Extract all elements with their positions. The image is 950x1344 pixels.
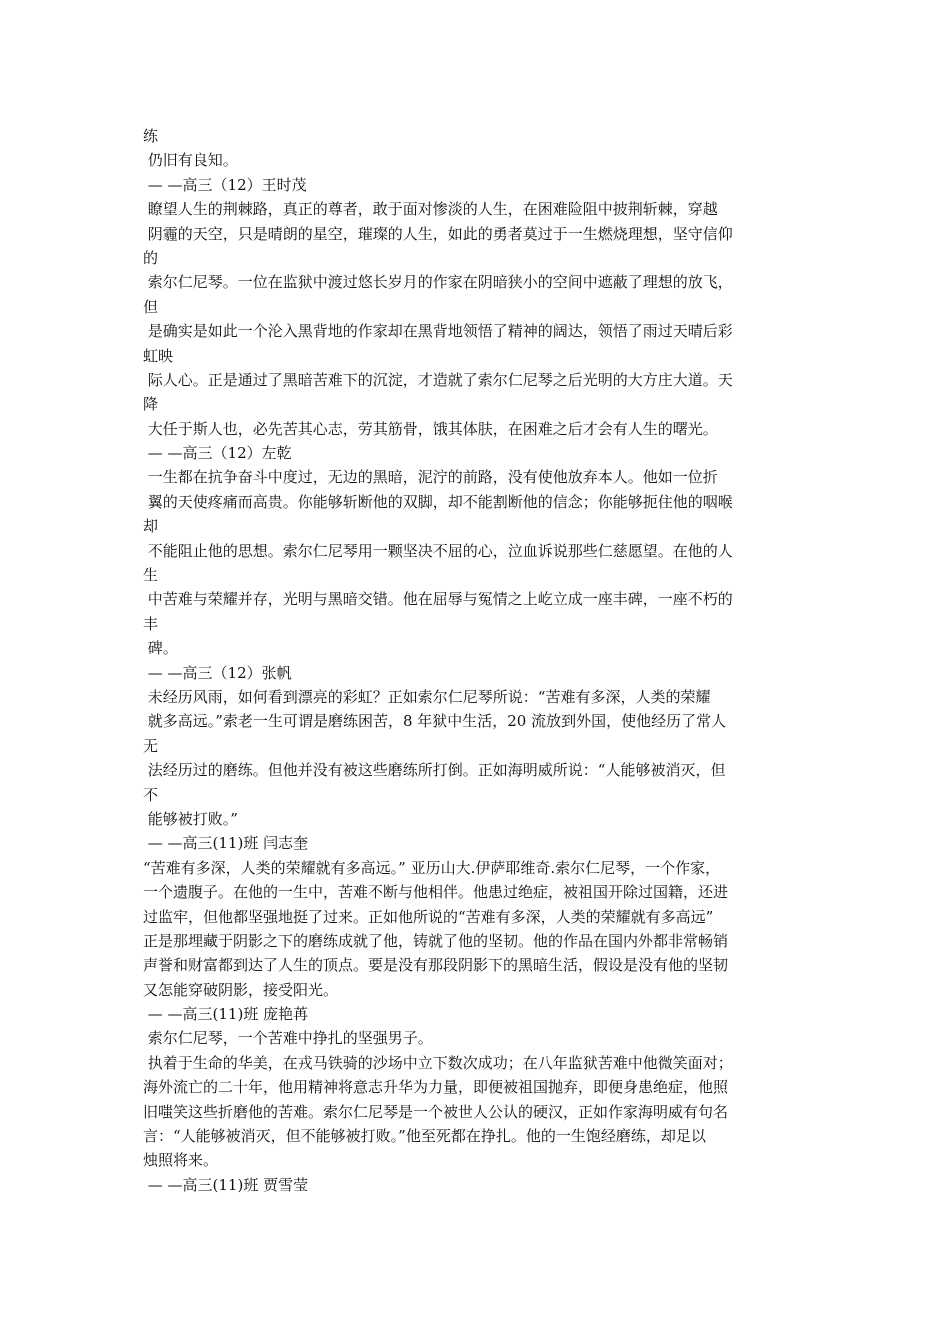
- text-line: 却: [143, 517, 159, 536]
- text-line: 能够被打败。”: [143, 809, 238, 828]
- text-line: 不能阻止他的思想。索尔仁尼琴用一颗坚决不屈的心，泣血诉说那些仁慈愿望。在他的人: [143, 541, 733, 560]
- text-line: 过监牢，但他都坚强地挺了过来。正如他所说的“苦难有多深，人类的荣耀就有多高远”: [143, 907, 714, 926]
- text-line: 虹映: [143, 346, 174, 365]
- text-line: 一生都在抗争奋斗中度过，无边的黑暗，泥泞的前路，没有使他放弃本人。他如一位折: [143, 468, 718, 487]
- text-line: 旧嗤笑这些折磨他的苦难。索尔仁尼琴是一个被世人公认的硬汉，正如作家海明威有句名: [143, 1102, 729, 1121]
- text-line: 仍旧有良知。: [143, 151, 238, 170]
- text-line: 阴霾的天空，只是晴朗的星空，璀璨的人生，如此的勇者莫过于一生燃烧理想，坚守信仰: [143, 224, 733, 243]
- text-line: 一个遗腹子。在他的一生中，苦难不断与他相伴。他患过绝症，被祖国开除过国籍，还进: [143, 883, 729, 902]
- author-signature: — —高三(11)班 庞艳苒: [143, 1005, 309, 1024]
- text-line: 降: [143, 395, 159, 414]
- text-line: 执着于生命的华美，在戎马铁骑的沙场中立下数次成功；在八年监狱苦难中他微笑面对；: [143, 1053, 733, 1072]
- text-line: 练: [143, 127, 159, 145]
- text-line: 索尔仁尼琴，一个苦难中挣扎的坚强男子。: [143, 1029, 433, 1048]
- text-line: 又怎能穿破阴影，接受阳光。: [143, 980, 339, 999]
- text-line: “苦难有多深，人类的荣耀就有多高远。” 亚历山大.伊萨耶维奇.索尔仁尼琴，一个作家，: [143, 858, 721, 877]
- text-line: 际人心。正是通过了黑暗苦难下的沉淀，才造就了索尔仁尼琴之后光明的大方庄大道。天: [143, 370, 733, 389]
- text-line: 法经历过的磨练。但他并没有被这些磨练所打倒。正如海明威所说：“人能够被消灭，但: [143, 761, 726, 780]
- text-line: 声誉和财富都到达了人生的顶点。要是没有那段阴影下的黑暗生活，假设是没有他的坚韧: [143, 956, 729, 975]
- text-line: 正是那埋藏于阴影之下的磨练成就了他，铸就了他的坚韧。他的作品在国内外都非常畅销: [143, 931, 729, 950]
- author-signature: — —高三（12）左乾: [143, 444, 292, 463]
- text-line: 碑。: [143, 639, 178, 658]
- text-line: 言：“人能够被消灭，但不能够被打败。”他至死都在挣扎。他的一生饱经磨练，却足以: [143, 1127, 706, 1146]
- text-line: 瞭望人生的荆棘路，真正的尊者，敢于面对惨淡的人生，在困难险阻中披荆斩棘，穿越: [143, 200, 718, 219]
- text-line: 就多高远。”索老一生可谓是磨练困苦，8 年狱中生活，20 流放到外国，使他经历了常人: [143, 712, 727, 731]
- text-line: 未经历风雨，如何看到漂亮的彩虹？正如索尔仁尼琴所说：“苦难有多深，人类的荣耀: [143, 687, 711, 706]
- text-line: 是确实是如此一个沦入黑背地的作家却在黑背地领悟了精神的阔达，领悟了雨过天晴后彩: [143, 322, 733, 341]
- text-line: 生: [143, 566, 159, 585]
- text-line: 丰: [143, 614, 159, 633]
- text-line: 翼的天使疼痛而高贵。你能够斩断他的双脚，却不能割断他的信念；你能够扼住他的咽喉: [143, 492, 733, 511]
- text-line: 大任于斯人也，必先苦其心志，劳其筋骨，饿其体肤，在困难之后才会有人生的曙光。: [143, 419, 718, 438]
- author-signature: — —高三(11)班 贾雪莹: [143, 1175, 309, 1194]
- document-body: [143, 124, 813, 1197]
- author-signature: — —高三（12）张帆: [143, 663, 292, 682]
- text-line: 烛照将来。: [143, 1151, 219, 1170]
- text-line: 无: [143, 736, 159, 755]
- text-line: 但: [143, 297, 159, 316]
- text-line: 不: [143, 785, 159, 804]
- text-line: 海外流亡的二十年，他用精神将意志升华为力量，即便被祖国抛弃，即便身患绝症，他照: [143, 1078, 729, 1097]
- text-line: 中苦难与荣耀并存，光明与黑暗交错。他在屈辱与冤情之上屹立成一座丰碑，一座不朽的: [143, 590, 733, 609]
- text-line: 的: [143, 248, 159, 267]
- text-line: 索尔仁尼琴。一位在监狱中渡过悠长岁月的作家在阴暗狭小的空间中遮蔽了理想的放飞，: [143, 273, 733, 292]
- author-signature: — —高三（12）王时茂: [143, 175, 307, 194]
- author-signature: — —高三(11)班 闫志奎: [143, 834, 309, 853]
